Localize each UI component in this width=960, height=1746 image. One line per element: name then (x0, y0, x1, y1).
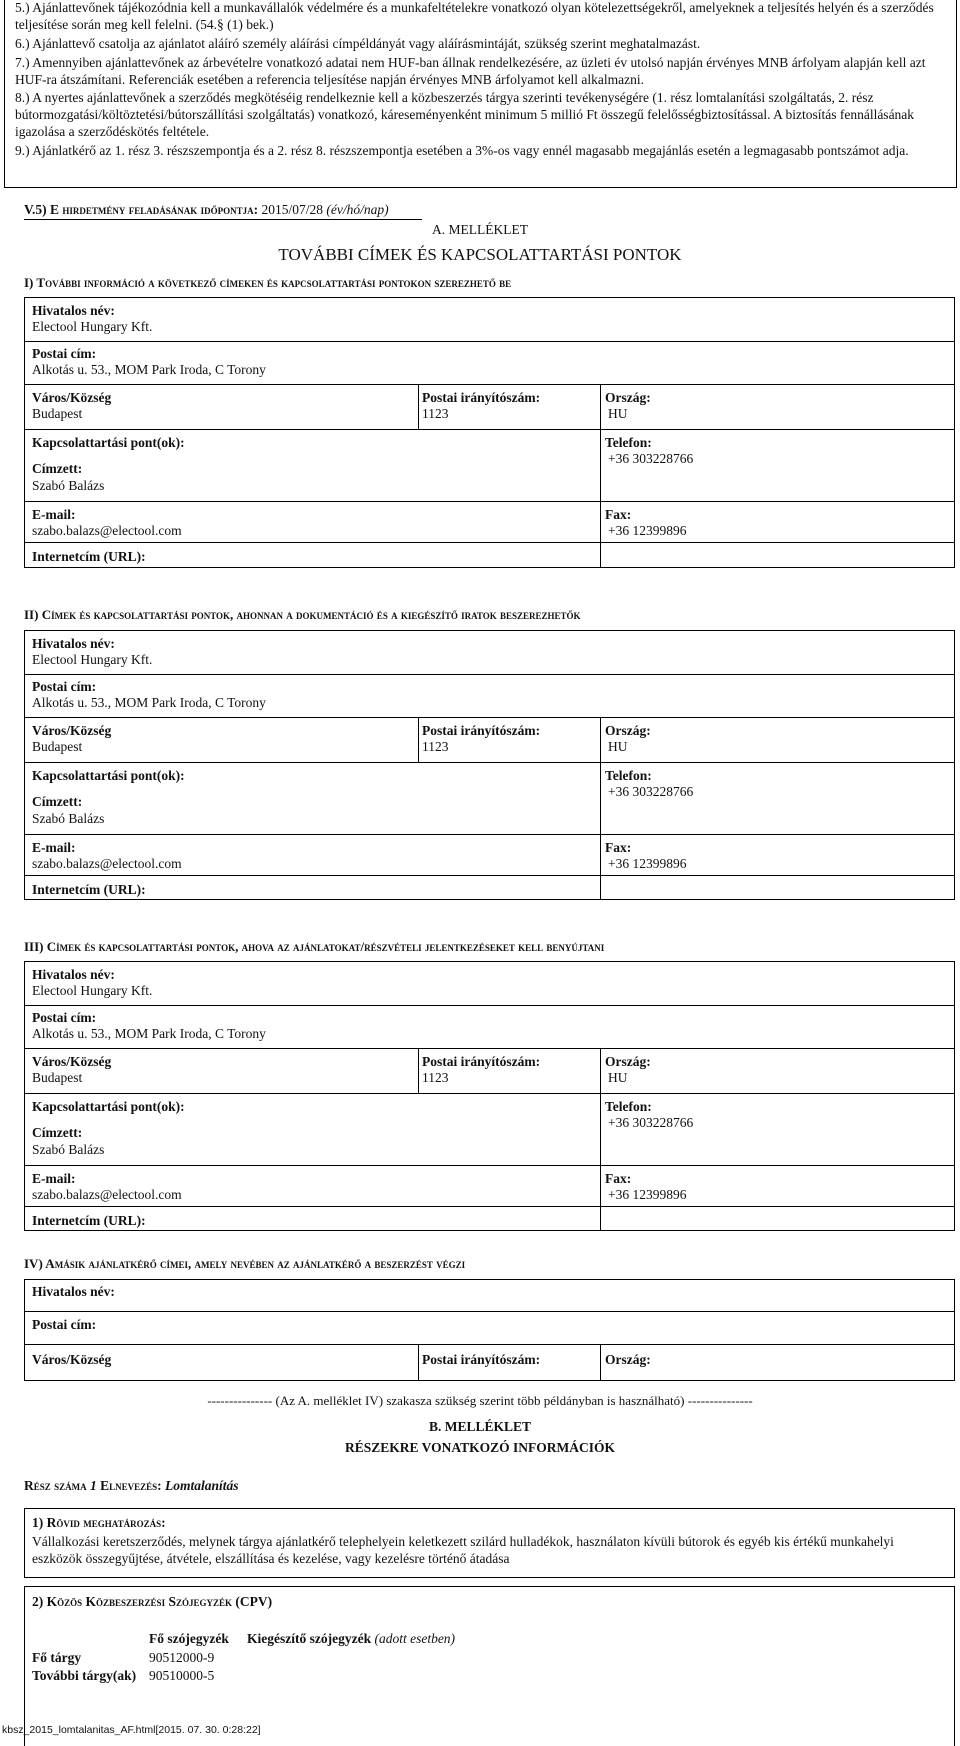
short-description-text: Vállalkozási keretszerződés, melynek tárgya ajánlatkérő telephelyein keletkezett szilárd hulladékok, használaton kívüli bútorok és egyéb kis értékű munkahelyi eszközök összegyűjtése, átvétele, elszállítása és kezelése, vagy kezelésre történő átadása (32, 1534, 894, 1566)
country-label: Ország: (605, 1054, 651, 1069)
part-name: Lomtalanítás (165, 1478, 239, 1493)
city-label: Város/Község (32, 390, 112, 405)
url-label: Internetcím (URL): (32, 1213, 146, 1228)
info-item-8: 8.) A nyertes ajánlattevőnek a szerződés megkötéséig rendelkeznie kell a közbeszerzés tárgya szerinti tevékenységére (1. rész lomtalanítási szolgáltatás, 2. rész bútormozgatási/költöztetési/bútorszállítási szolgáltatás) vonatkozó, káreseményenként minimum 5 millió Ft összegű felelősségbiztosítással. A biztosítás fennállásának igazolása a szerződéskötés feltétele. (15, 90, 915, 140)
postal-address-label: Postai cím: (32, 1317, 97, 1332)
attention-label: Címzett: (32, 1125, 83, 1140)
official-name-value: Electool Hungary Kft. (32, 319, 153, 334)
cpv-extra-header: Kiegészítő szójegyzék (adott esetben) (247, 1631, 456, 1646)
phone-value: +36 303228766 (608, 784, 694, 799)
fax-value: +36 12399896 (608, 856, 687, 871)
country-label: Ország: (605, 1352, 651, 1367)
attention-value: Szabó Balázs (32, 478, 105, 493)
email-label: E-mail: (32, 507, 76, 522)
email-value: szabo.balazs@electool.com (32, 1187, 182, 1202)
section-4-box (24, 1279, 955, 1381)
additional-info-box (4, 0, 957, 188)
v5-date-format: (év/hó/nap) (326, 202, 389, 217)
contact-points-label: Kapcsolattartási pont(ok): (32, 435, 185, 450)
cpv-main-object-label: Fő tárgy (32, 1650, 82, 1665)
official-name-label: Hivatalos név: (32, 636, 115, 651)
contact-points-label: Kapcsolattartási pont(ok): (32, 768, 185, 783)
url-label: Internetcím (URL): (32, 549, 146, 564)
email-label: E-mail: (32, 840, 76, 855)
attention-value: Szabó Balázs (32, 1142, 105, 1157)
official-name-label: Hivatalos név: (32, 967, 115, 982)
attention-label: Címzett: (32, 461, 83, 476)
official-name-label: Hivatalos név: (32, 303, 115, 318)
info-item-7: 7.) Amennyiben ajánlattevőnek az árbevételre vonatkozó adatai nem HUF-ban állnak rendelkezésére, az üzleti év utolsó napján érvényes MNB árfolyam alapján kell azt HUF-ra átszámítani. Referenciák esetében a referencia teljesítése napján érvényes MNB árfolyamot kell alkalmazni. (15, 54, 926, 87)
fax-value: +36 12399896 (608, 523, 687, 538)
postal-code-label: Postai irányítószám: (422, 390, 541, 405)
postal-address-value: Alkotás u. 53., MOM Park Iroda, C Torony (32, 1026, 266, 1041)
postal-address-label: Postai cím: (32, 346, 97, 361)
country-label: Ország: (605, 390, 651, 405)
postal-code-value: 1123 (422, 739, 449, 754)
info-item-5: 5.) Ajánlattevőnek tájékozódnia kell a munkavállalók védelmére és a munkafeltételekre vonatkozó olyan kötelezettségekről, amelyeknek a teljesítés helyén és a szerződés teljesítése során meg kell felelni. (54.§ (1) bek.) (15, 0, 934, 32)
postal-address-label: Postai cím: (32, 679, 97, 694)
fax-value: +36 12399896 (608, 1187, 687, 1202)
v5-label: hirdetmény feladásának időpontja: (62, 202, 259, 217)
short-description-label: 1) Rövid meghatározás: (32, 1515, 166, 1530)
postal-code-label: Postai irányítószám: (422, 1352, 541, 1367)
cpv-main-object-code: 90512000-9 (149, 1650, 215, 1665)
info-item-6: 6.) Ajánlattevő csatolja az ajánlatot aláíró személy aláírási címpéldányát vagy aláírásmintáját, szükség szerint meghatalmazást. (15, 35, 701, 51)
attention-label: Címzett: (32, 794, 83, 809)
city-label: Város/Község (32, 1054, 112, 1069)
section-2-heading: II) Címek és kapcsolattartási pontok, ahonnan a dokumentáció és a kiegészítő iratok beszerezhetők (24, 607, 581, 622)
phone-label: Telefon: (605, 435, 652, 450)
fax-label: Fax: (605, 507, 632, 522)
notice-dispatch-date (24, 202, 422, 220)
annex-a-subtitle: TOVÁBBI CÍMEK ÉS KAPCSOLATTARTÁSI PONTOK (278, 245, 682, 264)
official-name-label: Hivatalos név: (32, 1284, 115, 1299)
v5-date: 2015/07/28 (261, 202, 324, 217)
fax-label: Fax: (605, 1171, 632, 1186)
country-value: HU (608, 406, 628, 421)
email-value: szabo.balazs@electool.com (32, 523, 182, 538)
phone-label: Telefon: (605, 768, 652, 783)
cpv-main-header: Fő szójegyzék (149, 1631, 229, 1646)
cpv-additional-object-code: 90510000-5 (149, 1668, 215, 1683)
v5-label-num: V.5) E (24, 202, 60, 217)
short-description-box (24, 1508, 955, 1578)
postal-code-label: Postai irányítószám: (422, 1054, 541, 1069)
part-heading: Rész száma 1 Elnevezés: Lomtalanítás (24, 1478, 239, 1493)
phone-label: Telefon: (605, 1099, 652, 1114)
cpv-box (24, 1586, 955, 1746)
city-label: Város/Község (32, 1352, 112, 1367)
city-value: Budapest (32, 1070, 83, 1085)
annex-a-title: A. MELLÉKLET (432, 222, 528, 237)
cpv-label: 2) Közös Közbeszerzési Szójegyzék (CPV) (32, 1594, 273, 1609)
info-item-9: 9.) Ajánlatkérő az 1. rész 3. részszempontja és a 2. rész 8. részszempontja esetében a 3%-os vagy ennél magasabb megajánlás esetén a legmagasabb pontszámot adja. (15, 143, 909, 158)
postal-address-value: Alkotás u. 53., MOM Park Iroda, C Torony (32, 695, 266, 710)
section-3-box (24, 961, 955, 1231)
section-3-heading: III) Címek és kapcsolattartási pontok, ahova az ajánlatokat/részvételi jelentkezéseket kell benyújtani (24, 939, 605, 954)
phone-value: +36 303228766 (608, 451, 694, 466)
email-label: E-mail: (32, 1171, 76, 1186)
city-label: Város/Község (32, 723, 112, 738)
postal-address-label: Postai cím: (32, 1010, 97, 1025)
country-value: HU (608, 739, 628, 754)
postal-code-value: 1123 (422, 406, 449, 421)
postal-code-value: 1123 (422, 1070, 449, 1085)
url-label: Internetcím (URL): (32, 882, 146, 897)
fax-label: Fax: (605, 840, 632, 855)
phone-value: +36 303228766 (608, 1115, 694, 1130)
cpv-additional-object-label: További tárgy(ak) (32, 1668, 137, 1683)
city-value: Budapest (32, 739, 83, 754)
section-1-heading: I) További információ a következő címeken és kapcsolattartási pontokon szerezhető be (24, 275, 512, 290)
postal-code-label: Postai irányítószám: (422, 723, 541, 738)
country-value: HU (608, 1070, 628, 1085)
email-value: szabo.balazs@electool.com (32, 856, 182, 871)
annex-b-subtitle: RÉSZEKRE VONATKOZÓ INFORMÁCIÓK (344, 1440, 615, 1455)
annex-b-title: B. MELLÉKLET (428, 1419, 532, 1434)
contact-points-label: Kapcsolattartási pont(ok): (32, 1099, 185, 1114)
attention-value: Szabó Balázs (32, 811, 105, 826)
postal-address-value: Alkotás u. 53., MOM Park Iroda, C Torony (32, 362, 266, 377)
annex-a-repeat-note: --------------- (Az A. melléklet IV) szakasza szükség szerint több példányban is használható) --------------- (207, 1393, 753, 1408)
section-4-heading: IV) Amásik ajánlatkérő címei, amely nevében az ajánlatkérő a beszerzést végzi (24, 1256, 466, 1271)
section-1-box (24, 297, 955, 568)
official-name-value: Electool Hungary Kft. (32, 983, 153, 998)
official-name-value: Electool Hungary Kft. (32, 652, 153, 667)
page-footer: kbsz_2015_lomtalanitas_AF.html[2015. 07. 30. 0:28:22] (2, 1724, 261, 1736)
section-2-box (24, 630, 955, 900)
country-label: Ország: (605, 723, 651, 738)
part-number: 1 (90, 1478, 97, 1493)
city-value: Budapest (32, 406, 83, 421)
